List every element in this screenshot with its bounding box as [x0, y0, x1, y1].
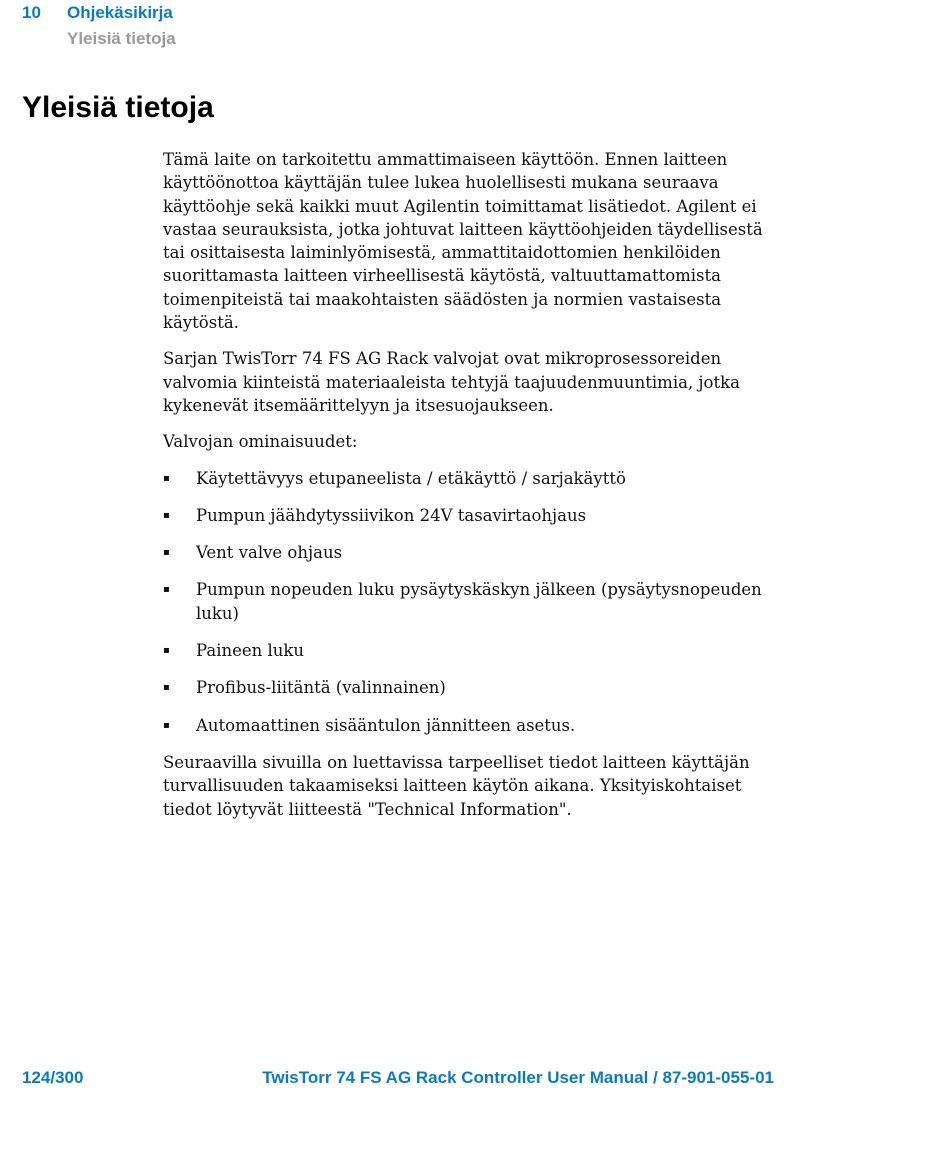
list-item-text: Paineen luku: [196, 641, 305, 661]
list-item: [163, 504, 773, 527]
bullet-icon: ▪: [163, 645, 170, 657]
bullet-icon: ▪: [163, 584, 170, 596]
header-section-title: Yleisiä tietoja: [67, 29, 176, 48]
bullet-icon: ▪: [163, 472, 170, 484]
list-item: [163, 467, 773, 490]
list-item: [163, 639, 773, 662]
list-item-text: Pumpun nopeuden luku pysäytyskäskyn jälkeen (pysäytysnopeuden luku): [196, 580, 762, 623]
list-item-text: Pumpun jäähdytyssiivikon 24V tasavirtaohjaus: [196, 505, 587, 525]
closing-paragraph: Seuraavilla sivuilla on luettavissa tarpeelliset tiedot laitteen käyttäjän turvallisuuden takaamiseksi laitteen käytön aikana. Yksityiskohtaiset tiedot löytyvät liitteestä "Technical Information".: [163, 752, 750, 819]
controller-description-paragraph: Sarjan TwisTorr 74 FS AG Rack valvojat ovat mikroprosessoreiden valvomia kiinteistä materiaaleista tehtyjä taajuudenmuuntimia, jotka kykenevät itsemäärittelyyn ja itsesuojaukseen.: [163, 349, 740, 415]
bullet-icon: ▪: [163, 682, 170, 694]
bullet-icon: ▪: [163, 547, 170, 559]
features-intro-paragraph: Valvojan ominaisuudet:: [163, 432, 358, 452]
header-page-number: 10: [22, 3, 41, 22]
features-list: [163, 467, 773, 737]
list-item-text: Automaattinen sisääntulon jännitteen asetus.: [196, 715, 576, 735]
list-item-text: Käytettävyys etupaneelista / etäkäyttö / sarjakäyttö: [196, 468, 626, 488]
header-row: [22, 3, 176, 23]
footer-manual-title: TwisTorr 74 FS AG Rack Controller User Manual / 87-901-055-01: [262, 1068, 774, 1087]
intro-paragraph: Tämä laite on tarkoitettu ammattimaiseen käyttöön. Ennen laitteen käyttöönottoa käyttäjän tulee lukea huolellisesti mukana seuraava käyttöohje sekä kaikki muut Agilentin toimittamat lisätiedot. Agilent ei vastaa seurauksista, jotka johtuvat laitteen käyttöohjeiden täydellisestä tai osittaisesta laiminlyömisestä, ammattitaidottomien henkilöiden suorittamasta laitteen virheellisestä käytöstä, valtuuttamattomista toimenpiteistä tai maakohtaisten säädösten ja normien vastaisesta käytöstä.: [163, 150, 763, 333]
page-title: Yleisiä tietoja: [22, 91, 214, 124]
header-chapter-title: Ohjekäsikirja: [67, 3, 173, 22]
list-item-text: Vent valve ohjaus: [196, 543, 343, 563]
list-item: [163, 541, 773, 564]
body-text: [163, 148, 773, 834]
list-item: [163, 578, 773, 625]
bullet-icon: ▪: [163, 509, 170, 521]
running-header: [22, 3, 176, 49]
list-item: [163, 714, 773, 737]
footer-pagination: 124/300: [22, 1068, 84, 1087]
list-item: [163, 676, 773, 699]
list-item-text: Profibus-liitäntä (valinnainen): [196, 678, 446, 698]
bullet-icon: ▪: [163, 719, 170, 731]
